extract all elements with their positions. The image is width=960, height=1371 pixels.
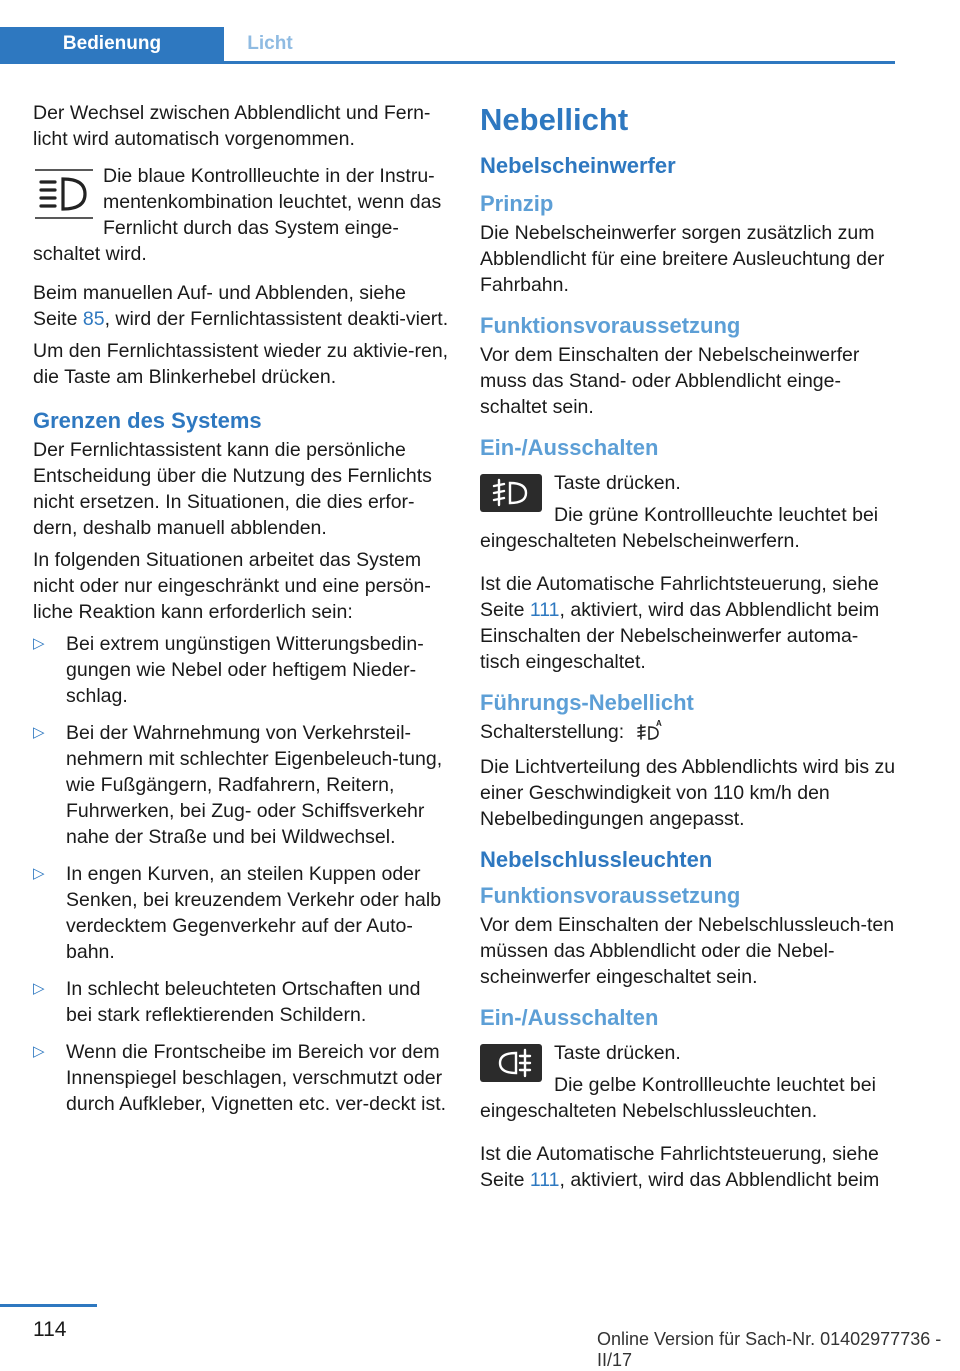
left-column (33, 100, 451, 1128)
paragraph: Um den Fernlichtassistent wieder zu aktivie-ren, die Taste am Blinkerhebel drücken. (33, 340, 449, 388)
list-item: ▷ In schlecht beleuchteten Ortschaften und bei stark reflektierenden Schildern. (33, 978, 421, 1026)
page-number: 114 (33, 1318, 67, 1341)
paragraph: Ist die Automatische Fahrlichtsteuerung, siehe Seite 111, aktiviert, wird das Abblendlicht beim (480, 1143, 880, 1191)
high-beam-indicator-icon (33, 166, 95, 222)
indicator-paragraph (33, 163, 451, 267)
page-header (0, 27, 895, 64)
list-item: ▷ Bei der Wahrnehmung von Verkehrsteil-nehmern mit schlechter Eigenbeleuch-tung, wie Fußgängern, Radfahrern, Reitern, Fuhrwerken, bei Zug- oder Schiffsverkehr nahe der Straße und bei Wildwechsel. (33, 722, 443, 848)
list-item: ▷ In engen Kurven, an steilen Kuppen oder Senken, bei kreuzendem Verkehr oder halb verdecktem Gegenverkehr auf der Auto-bahn. (33, 863, 442, 963)
paragraph: Vor dem Einschalten der Nebelscheinwerfer muss das Stand- oder Abblendlicht einge-schaltet sein. (480, 344, 860, 418)
paragraph: Die gelbe Kontrollleuchte leuchtet bei eingeschalteten Nebelschlussleuchten. (480, 1074, 876, 1122)
rear-fog-light-button-icon (480, 1044, 542, 1082)
subsection-heading: Funktionsvoraussetzung (480, 313, 741, 338)
paragraph: Der Wechsel zwischen Abblendlicht und Fern-licht wird automatisch vorgenommen. (33, 102, 431, 150)
list-item: ▷ Wenn die Frontscheibe im Bereich vor dem Innenspiegel beschlagen, verschmutzt oder durch Aufkleber, Vignetten etc. ver-deckt ist. (33, 1041, 447, 1115)
chapter-tab: Licht (247, 33, 293, 54)
section-heading: Grenzen des Systems (33, 408, 262, 433)
paragraph: Die Nebelscheinwerfer sorgen zusätzlich zum Abblendlicht für eine breitere Ausleuchtung der Fahrbahn. (480, 222, 885, 296)
paragraph: Der Fernlichtassistent kann die persönliche Entscheidung über die Nutzung des Fernlichts nicht ersetzen. In Situationen, die dies erfor-dern, deshalb manuell abblenden. (33, 439, 432, 539)
section-heading: Nebelschlussleuchten (480, 847, 713, 872)
paragraph: In folgenden Situationen arbeitet das System nicht oder nur eingeschränkt und eine persön-liche Reaktion kann erforderlich sein: (33, 549, 431, 623)
subsection-heading: Ein-/Ausschalten (480, 1005, 659, 1030)
bullet-triangle-icon: ▷ (33, 1043, 45, 1060)
bullet-list (33, 631, 451, 1117)
paragraph: Beim manuellen Auf- und Abblenden, siehe Seite 85, wird der Fernlichtassistent deakti-viert. (33, 282, 449, 330)
front-fog-light-button-icon (480, 474, 542, 512)
instruction: Taste drücken. (554, 1042, 681, 1064)
section-heading: Nebelscheinwerfer (480, 153, 676, 178)
bullet-triangle-icon: ▷ (33, 724, 45, 741)
section-tab: Bedienung (0, 27, 224, 61)
paragraph: Schalterstellung: A (480, 719, 898, 748)
paragraph: Ist die Automatische Fahrlichtsteuerung, siehe Seite 111, aktiviert, wird das Abblendlicht beim Einschalten der Nebelscheinwerfer automa-tisch eingeschaltet. (480, 573, 880, 673)
footer-rule (0, 1304, 97, 1307)
list-item: ▷ Bei extrem ungünstigen Witterungsbedin-gungen wie Nebel oder heftigem Nieder-schlag. (33, 633, 424, 707)
subsection-heading: Ein-/Ausschalten (480, 435, 659, 460)
paragraph: Vor dem Einschalten der Nebelschlussleuch-ten müssen das Abblendlicht oder die Nebel-scheinwerfer eingeschaltet sein. (480, 914, 895, 988)
page-link[interactable]: 111 (529, 599, 560, 621)
bullet-triangle-icon: ▷ (33, 980, 45, 997)
button-paragraph (480, 1040, 898, 1124)
instruction: Taste drücken. (554, 472, 681, 494)
button-paragraph (480, 470, 898, 554)
chapter-title: Nebellicht (480, 102, 629, 137)
page-link[interactable]: 85 (82, 308, 105, 330)
paragraph: Die blaue Kontrollleuchte in der Instru-mentenkombination leuchtet, wenn das Fernlicht durch das System einge-schaltet wird. (33, 165, 442, 265)
subsection-heading: Prinzip (480, 191, 554, 216)
fog-guide-light-switch-icon (636, 719, 666, 748)
paragraph: Die Lichtverteilung des Abblendlichts wird bis zu einer Geschwindigkeit von 110 km/h den Nebelbedingungen angepasst. (480, 756, 896, 830)
online-version-note: Online Version für Sach-Nr. 01402977736 - II/17 (597, 1329, 942, 1370)
bullet-triangle-icon: ▷ (33, 635, 45, 652)
subsection-heading: Funktionsvoraussetzung (480, 883, 741, 908)
right-column (480, 100, 898, 1204)
paragraph: Die grüne Kontrollleuchte leuchtet bei eingeschalteten Nebelscheinwerfern. (480, 504, 879, 552)
bullet-triangle-icon: ▷ (33, 865, 45, 882)
subsection-heading: Führungs-Nebellicht (480, 690, 694, 715)
page-link[interactable]: 111 (529, 1169, 560, 1191)
svg-text:A: A (655, 719, 662, 728)
